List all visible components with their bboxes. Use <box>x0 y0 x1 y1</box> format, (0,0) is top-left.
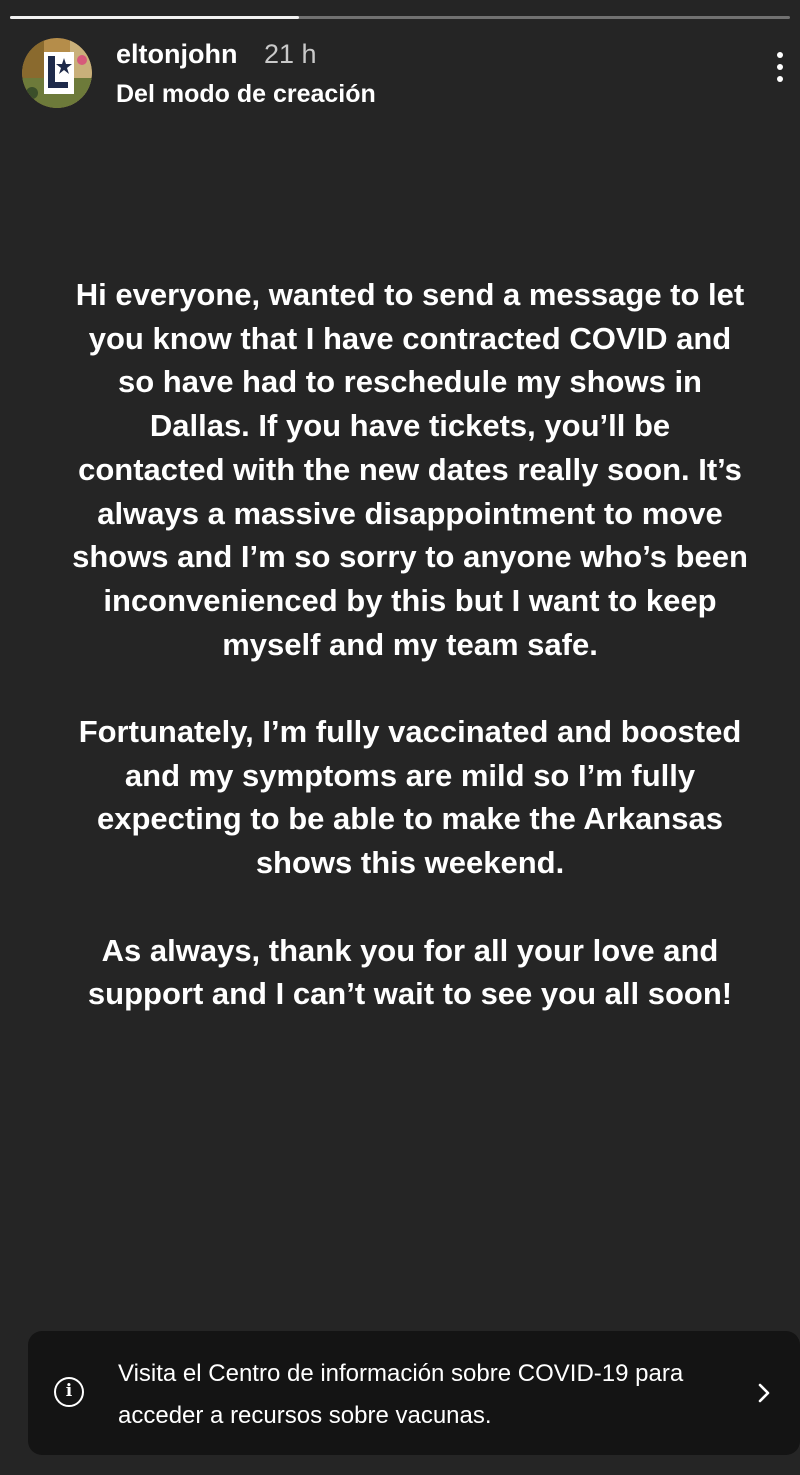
story-header <box>22 38 788 110</box>
more-vertical-icon <box>777 52 783 58</box>
story-message <box>30 273 790 1060</box>
more-dot <box>777 76 783 82</box>
profile-avatar-icon <box>22 38 92 108</box>
story-progress-bar <box>10 16 790 19</box>
message-paragraph: Fortunately, I’m fully vaccinated and boosted and my symptoms are mild so I’m fully expecting to be able to make the Arkansas shows this weekend. <box>78 714 742 881</box>
post-timestamp: 21 h <box>264 39 317 69</box>
message-paragraph: Hi everyone, wanted to send a message to let you know that I have contracted COVID and so have had to reschedule my shows in Dallas. If you have tickets, you’ll be contacted with the new dates really soon. It’s always a massive disappointment to move shows and I’m so sorry to anyone who’s been inconvenienced by this but I want to keep myself and my team safe. <box>72 277 748 662</box>
creation-mode-label: Del modo de creación <box>116 80 376 108</box>
more-dot <box>777 64 783 70</box>
covid-info-text: Visita el Centro de información sobre COVID-19 para acceder a recursos sobre vacunas. <box>118 1360 684 1429</box>
username[interactable]: eltonjohn <box>116 39 238 69</box>
story-progress-fill <box>10 16 299 19</box>
more-options-button[interactable] <box>772 52 788 92</box>
avatar[interactable] <box>22 38 92 108</box>
chevron-right-icon <box>754 1383 774 1403</box>
covid-info-banner[interactable] <box>28 1331 800 1455</box>
info-icon: i <box>54 1377 84 1407</box>
message-paragraph: As always, thank you for all your love and support and I can’t wait to see you all soon! <box>87 932 733 1012</box>
